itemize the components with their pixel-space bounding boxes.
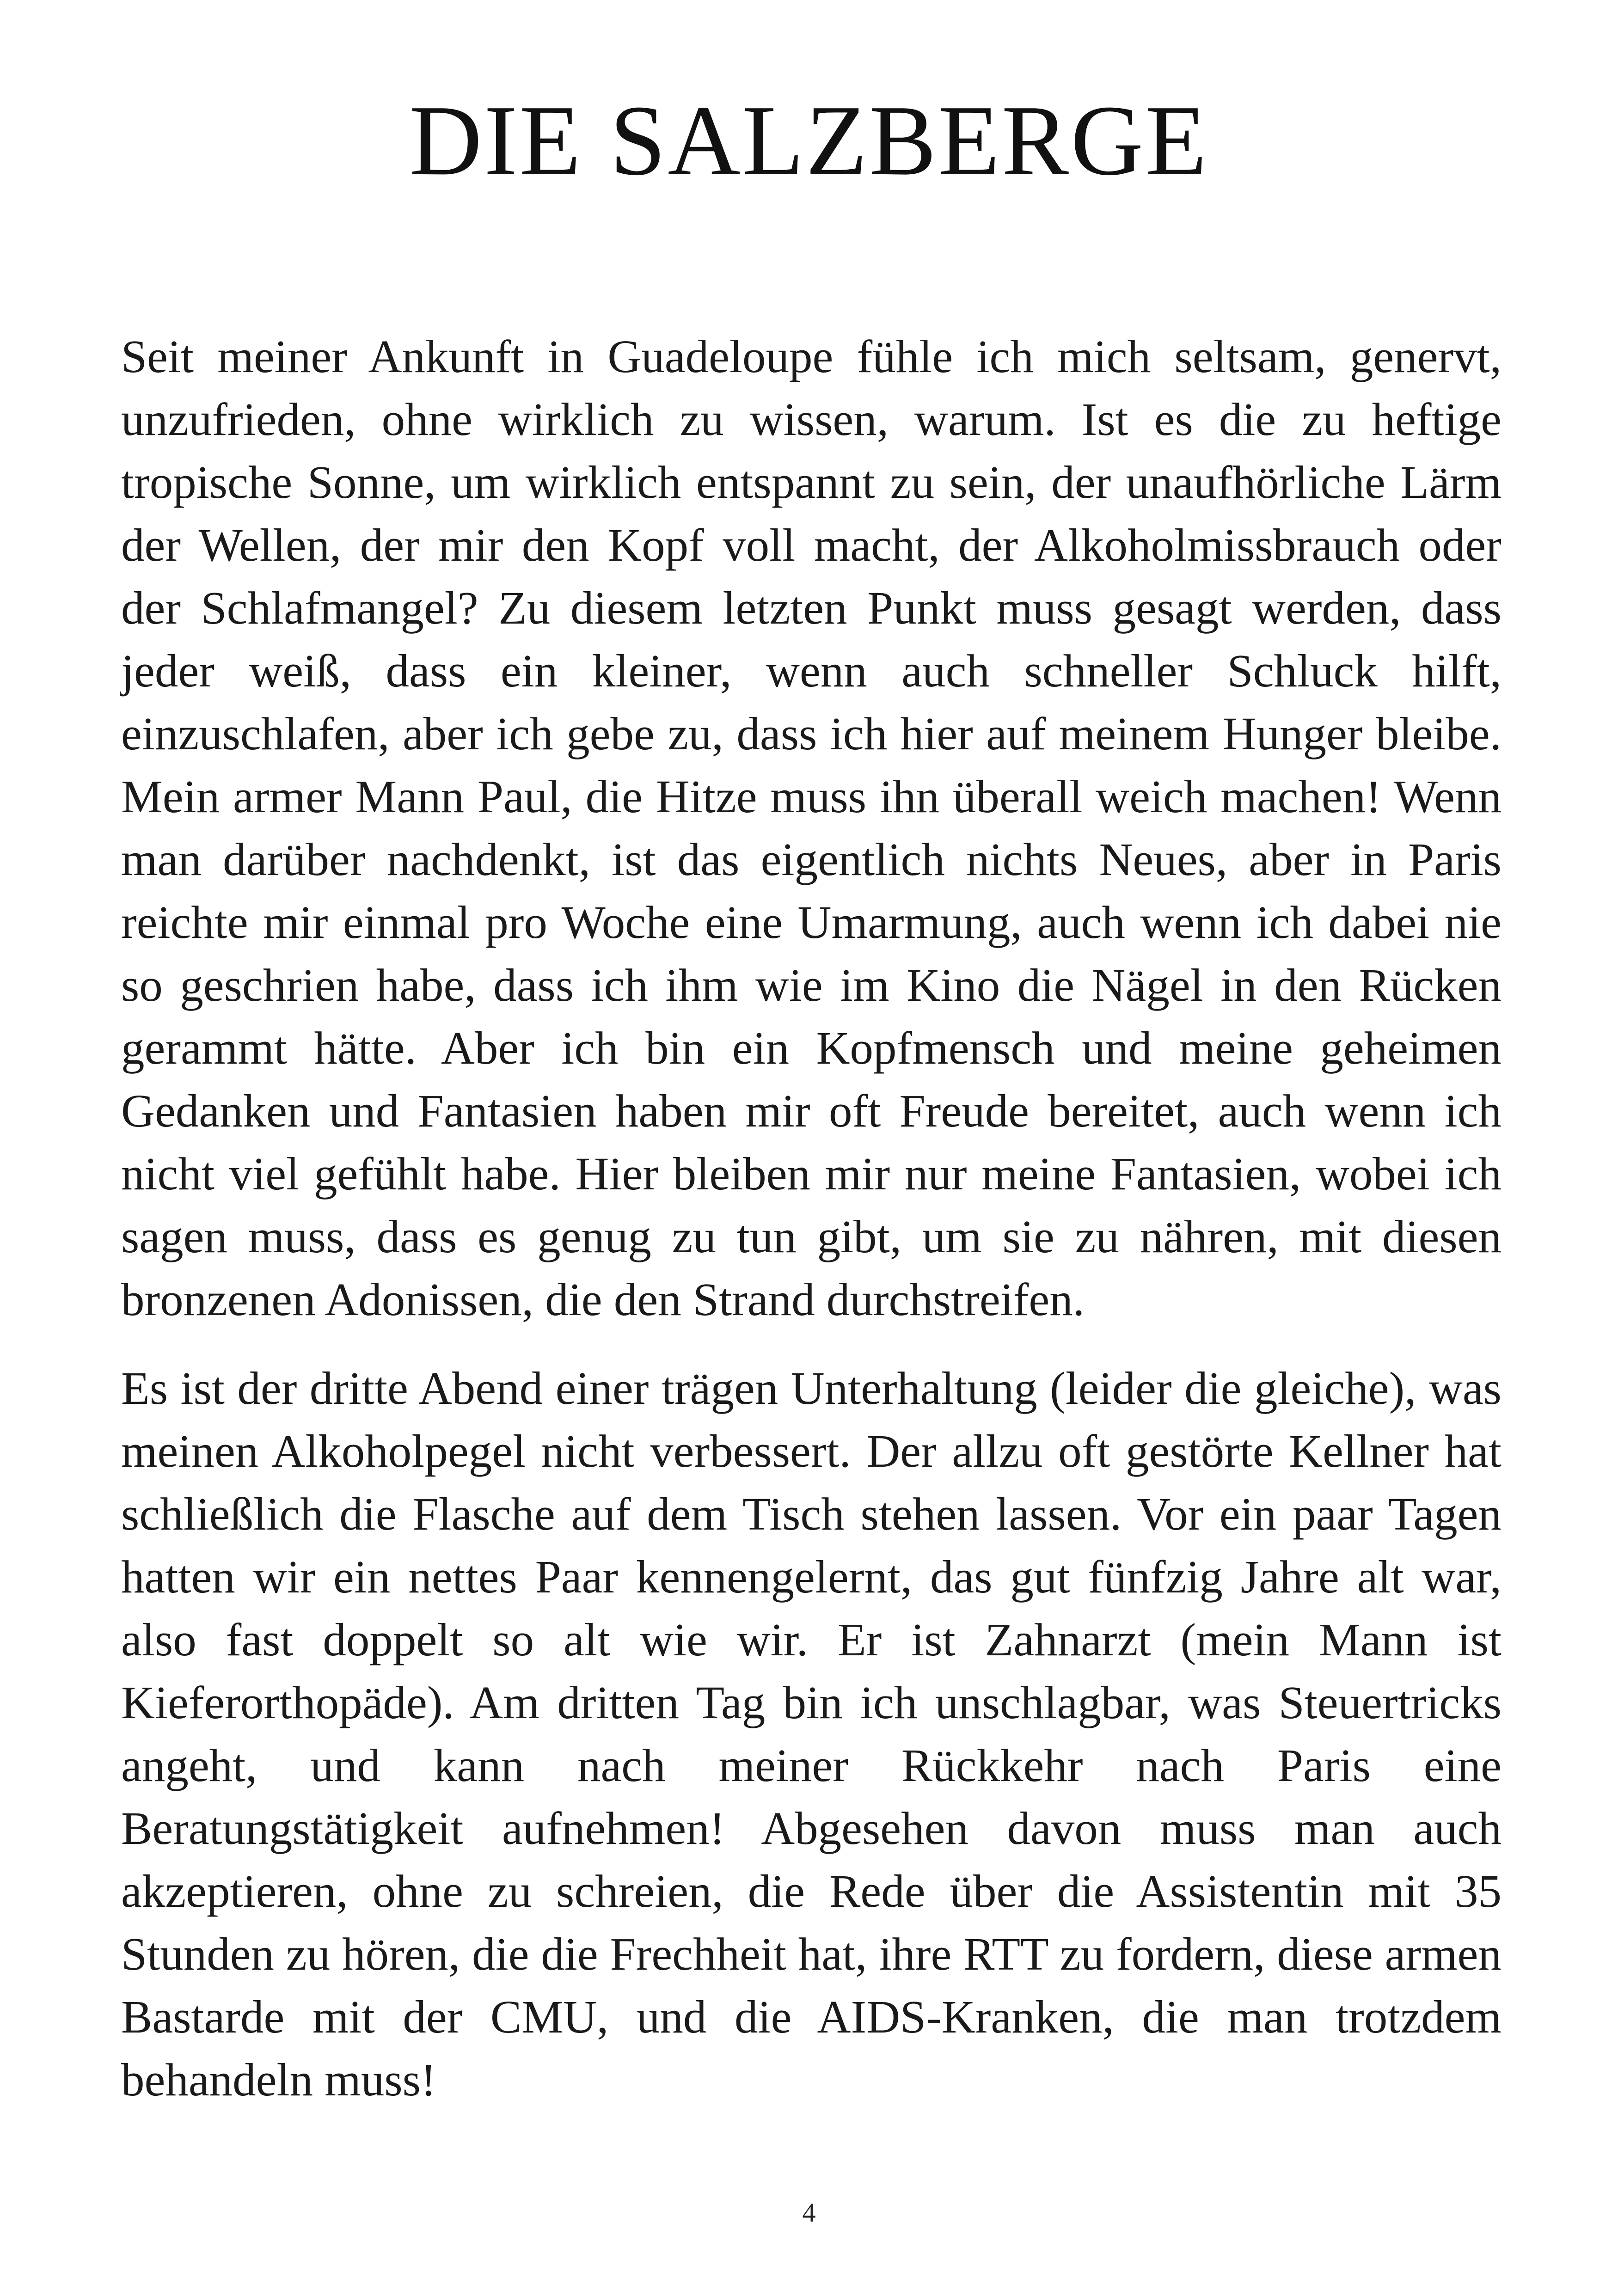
paragraph-1: Seit meiner Ankunft in Guadeloupe fühle ich mich seltsam, genervt, unzufrieden, ohne wirklich zu wissen, warum. Ist es die zu heftige tropische Sonne, um wirklich entspannt zu sein, der unaufhörliche Lärm der Wellen, der mir den Kopf voll macht, der Alkoholmissbrauch oder der Schlafmangel? Zu diesem letzten Punkt muss gesagt werden, dass jeder weiß, dass ein kleiner, wenn auch schneller Schluck hilft, einzuschlafen, aber ich gebe zu, dass ich hier auf meinem Hunger bleibe. Mein armer Mann Paul, die Hitze muss ihn überall weich machen! Wenn man darüber nachdenkt, ist das eigentlich nichts Neues, aber in Paris reichte mir einmal pro Woche eine Umarmung, auch wenn ich dabei nie so geschrien habe, dass ich ihm wie im Kino die Nägel in den Rücken gerammt hätte. Aber ich bin ein Kopfmensch und meine geheimen Gedanken und Fantasien haben mir oft Freude bereitet, auch wenn ich nicht viel gefühlt habe. Hier bleiben mir nur meine Fantasien, wobei ich sagen muss, dass es genug zu tun gibt, um sie zu nähren, mit diesen bronzenen Adonissen, die den Strand durchstreifen. <box>121 331 1502 1325</box>
chapter-title: DIE SALZBERGE <box>409 85 1209 196</box>
body-text <box>121 325 1502 2137</box>
paragraph-2: Es ist der dritte Abend einer trägen Unterhaltung (leider die gleiche), was meinen Alkoholpegel nicht verbessert. Der allzu oft gestörte Kellner hat schließlich die Flasche auf dem Tisch stehen lassen. Vor ein paar Tagen hatten wir ein nettes Paar kennengelernt, das gut fünfzig Jahre alt war, also fast doppelt so alt wie wir. Er ist Zahnarzt (mein Mann ist Kieferorthopäde). Am dritten Tag bin ich unschlagbar, was Steuertricks angeht, und kann nach meiner Rückkehr nach Paris eine Beratungstätigkeit aufnehmen! Abgesehen davon muss man auch akzeptieren, ohne zu schreien, die Rede über die Assistentin mit 35 Stunden zu hören, die die Frechheit hat, ihre RTT zu fordern, diese armen Bastarde mit der CMU, und die AIDS-Kranken, die man trotzdem behandeln muss! <box>121 1362 1502 2106</box>
page-number: 4 <box>802 2198 816 2228</box>
